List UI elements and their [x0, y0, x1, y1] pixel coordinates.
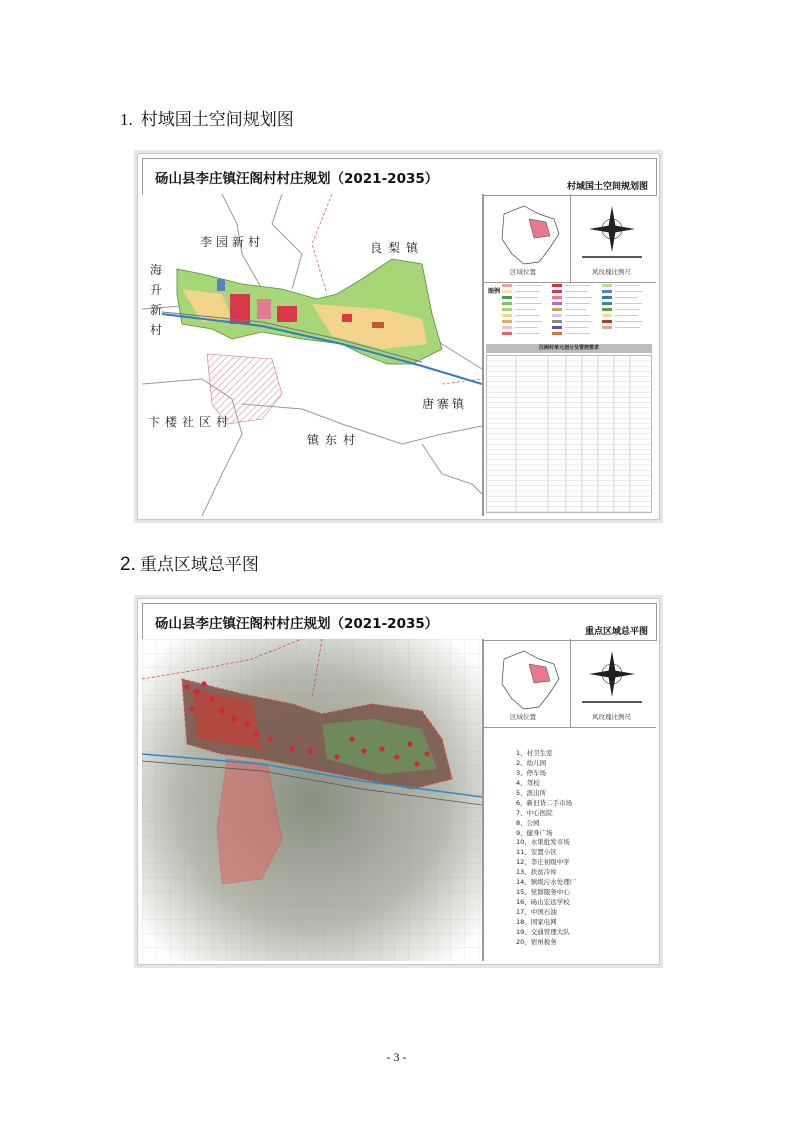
region-caption: 区域位置 [510, 713, 536, 721]
section-title: 重点区域总平图 [139, 555, 259, 575]
map-sidebar [483, 639, 656, 961]
poi-list-item: 7、中心医院 [516, 808, 553, 817]
poi-list-item: 10、水果批发市场 [516, 838, 570, 847]
aerial-map-graphic [142, 639, 482, 961]
section-number: 2. [120, 554, 136, 575]
scale-caption: 风玫瑰比例尺 [592, 713, 631, 721]
poi-list-item: 15、党群服务中心 [516, 888, 570, 897]
section-number: 1. [120, 110, 133, 129]
poi-list-item: 2、幼儿园 [516, 758, 547, 767]
poi-list-item: 14、镇级污水处理厂 [516, 878, 577, 887]
legend-swatches [502, 284, 652, 342]
control-table-graphic [486, 355, 652, 513]
label-haisheng-4: 村 [150, 323, 163, 337]
label-tangzhai: 唐寨镇 [422, 397, 468, 411]
label-liangli: 良梨镇 [370, 241, 425, 255]
section-heading-1 [120, 105, 294, 130]
legend-graphic [502, 284, 652, 342]
figure-title-bar [142, 603, 657, 641]
legend-label: 图例 [488, 288, 501, 295]
aerial-master-plan-map [142, 639, 483, 961]
section-heading-2 [120, 550, 259, 576]
region-caption: 区域位置 [510, 268, 536, 276]
poi-list-item: 6、新旧货二手市场 [516, 798, 573, 807]
location-box [484, 194, 656, 283]
label-xialou: 卞楼社区村 [148, 415, 234, 429]
land-use-plan-figure [137, 153, 660, 520]
figure-subtitle: 村域国土空间规划图 [566, 182, 648, 192]
land-use-map-graphic [142, 194, 482, 516]
label-haisheng-3: 新 [150, 303, 163, 317]
figure-title: 砀山县李庄镇汪阁村村庄规划（2021-2035） [155, 171, 439, 187]
poi-list-item: 5、派出所 [516, 788, 547, 797]
figure-title-bar [142, 158, 657, 196]
figure-title: 砀山县李庄镇汪阁村村庄规划（2021-2035） [155, 616, 439, 632]
map-sidebar [483, 194, 656, 516]
scale-caption: 风玫瑰比例尺 [592, 268, 631, 276]
section-title: 村域国土空间规划图 [140, 110, 294, 130]
poi-list-item: 1、村卫生室 [516, 749, 553, 757]
control-table-title: 汪阁村单元划分及管控要求 [486, 344, 652, 353]
location-divider [570, 639, 571, 727]
location-divider [570, 194, 571, 282]
page-number: - 3 - [386, 1050, 407, 1064]
poi-list-item: 9、健身广场 [516, 828, 553, 837]
poi-list-item: 11、安置小区 [516, 848, 557, 857]
poi-list-item: 18、国家电网 [516, 917, 557, 926]
poi-list-item: 13、扶贫冷库 [516, 868, 557, 877]
poi-list-item: 4、驾校 [516, 778, 540, 787]
label-haisheng-1: 海 [150, 263, 163, 277]
figure-subtitle: 重点区域总平图 [584, 627, 648, 637]
location-box [484, 639, 656, 728]
label-liyuan: 李园新村 [200, 235, 265, 249]
poi-list-item: 17、中国石油 [516, 908, 557, 916]
poi-list-item: 8、公园 [516, 818, 540, 827]
label-zhendong: 镇东村 [307, 433, 362, 447]
label-haisheng-2: 升 [150, 283, 163, 297]
key-area-master-plan-figure [137, 598, 660, 965]
control-table [486, 355, 652, 513]
poi-list-item: 12、李庄初级中学 [516, 858, 570, 867]
poi-list [516, 749, 576, 948]
poi-list-item: 20、宿州税务 [516, 937, 557, 946]
poi-list-item: 16、砀山宏远学校 [516, 898, 570, 907]
poi-list-item: 3、停车场 [516, 768, 547, 777]
village-land-use-map [142, 194, 483, 516]
poi-list-item: 19、交通管理大队 [516, 927, 570, 936]
